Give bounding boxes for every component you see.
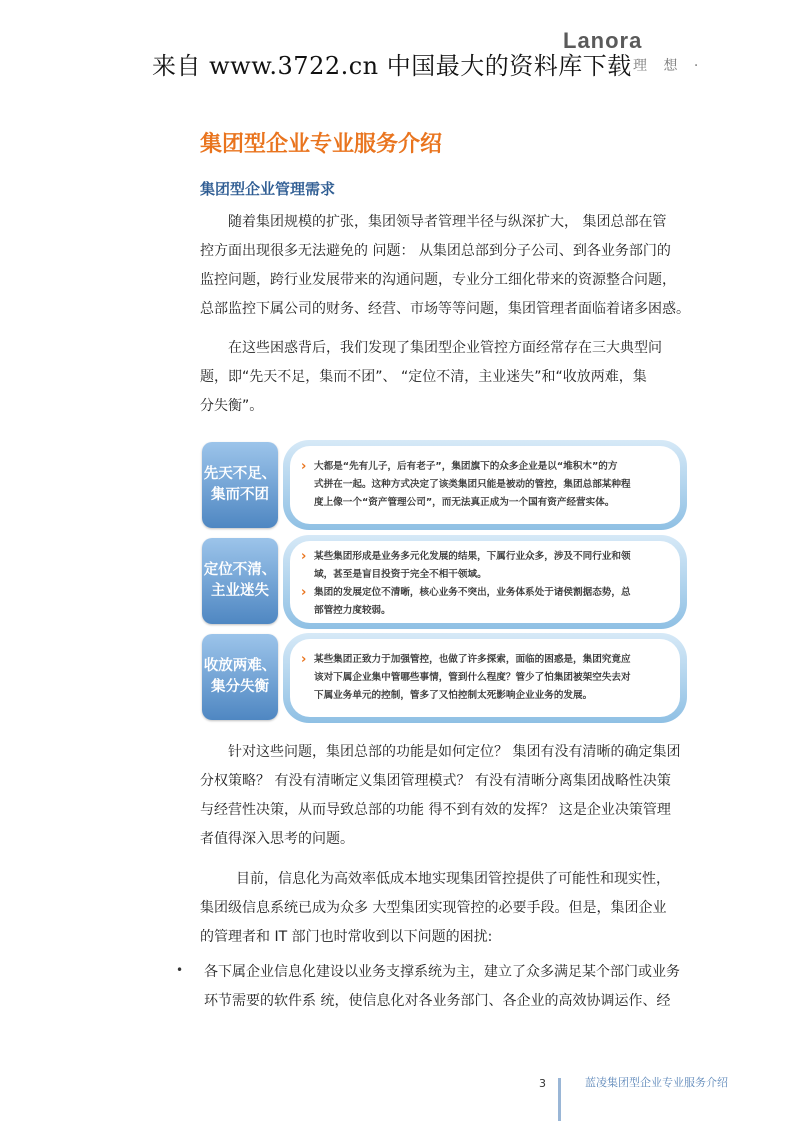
bullet-line: › 某些集团正致力于加强管控，也做了许多探索，面临的困惑是，集团究竟应 — [314, 654, 631, 665]
problem-bullet — [304, 458, 670, 512]
label-line: 集分失衡 — [211, 679, 269, 695]
paragraph-line: 监控问题，跨行业发展带来的沟通问题，专业分工细化带来的资源整合问题， — [200, 272, 676, 288]
list-bullet-icon: • — [176, 963, 184, 977]
footer-title: 蓝凌集团型企业专业服务介绍 — [585, 1076, 728, 1089]
page-number: 3 — [539, 1077, 546, 1090]
paragraph-line: 分失衡”。 — [200, 398, 264, 414]
bullet-line: › 大都是“先有儿子，后有老子”，集团旗下的众多企业是以“堆积木”的方 — [314, 461, 618, 472]
list-line: 环节需要的软件系 统，使信息化对各业务部门、各企业的高效协调运作、经 — [204, 993, 671, 1009]
bullet-line: 度上像一个“资产管理公司”，而无法真正成为一个国有资产经营实体。 — [314, 497, 615, 508]
problem-bullet — [304, 548, 670, 584]
logo-sub: 理 想 · — [633, 58, 705, 74]
paragraph-line: 总部监控下属公司的财务、经营、市场等等问题，集团管理者面临着诸多困惑。 — [200, 301, 690, 317]
paragraph-problems — [200, 334, 676, 421]
problem-bullet — [304, 651, 670, 705]
paragraph-line: 者值得深入思考的问题。 — [200, 831, 354, 847]
problem-label-2 — [202, 538, 278, 624]
problem-label-1 — [202, 442, 278, 528]
paragraph-line: 与经营性决策，从而导致总部的功能 得不到有效的发挥？ 这是企业决策管理 — [200, 802, 671, 818]
label-line: 收放两难、 — [203, 658, 277, 674]
paragraph-intro — [200, 208, 690, 324]
label-line: 主业迷失 — [211, 583, 269, 599]
paragraph-line: 控方面出现很多无法避免的 问题： 从集团总部到分子公司、到各业务部门的 — [200, 243, 671, 259]
bullet-line: 部管控力度较弱。 — [314, 605, 391, 616]
problem-bullet — [304, 584, 670, 620]
label-line: 定位不清、 — [203, 562, 277, 578]
paragraph-it — [200, 865, 676, 952]
bullet-line: 式拼在一起。这种方式决定了该类集团只能是被动的管控，集团总部某种程 — [314, 479, 631, 490]
watermark-header: 来自 www.3722.cn 中国最大的资料库下载 — [152, 52, 632, 80]
paragraph-line: 随着集团规模的扩张，集团领导者管理半径与纵深扩大， 集团总部在管 — [228, 214, 667, 230]
problem-box-2 — [283, 535, 687, 629]
label-line: 先天不足、 — [203, 466, 277, 482]
paragraph-line: 目前，信息化为高效率低成本地实现集团管控提供了可能性和现实性， — [236, 871, 670, 887]
problem-box-1 — [283, 440, 687, 530]
paragraph-line: 的管理者和 IT 部门也时常收到以下问题的困扰: — [200, 929, 493, 945]
list-line: 各下属企业信息化建设以业务支撑系统为主，建立了众多满足某个部门或业务 — [204, 964, 680, 980]
paragraph-questions — [200, 738, 681, 854]
company-logo — [563, 28, 733, 74]
paragraph-line: 针对这些问题，集团总部的功能是如何定位？ 集团有没有清晰的确定集团 — [228, 744, 681, 760]
problem-label-3 — [202, 634, 278, 720]
bullet-line: › 集团的发展定位不清晰，核心业务不突出，业务体系处于诸侯割据态势，总 — [314, 587, 631, 598]
bullet-line: › 某些集团形成是业务多元化发展的结果，下属行业众多，涉及不同行业和领 — [314, 551, 631, 562]
bullet-line: 域，甚至是盲目投资于完全不相干领域。 — [314, 569, 487, 580]
logo-brand: Lanora — [563, 28, 643, 53]
paragraph-line: 题，即“先天不足，集而不团”、 “定位不清，主业迷失”和“收放两难，集 — [200, 369, 647, 385]
label-line: 集而不团 — [211, 487, 269, 503]
page-title: 集团型企业专业服务介绍 — [200, 132, 443, 157]
paragraph-line: 集团级信息系统已成为众多 大型集团实现管控的必要手段。但是，集团企业 — [200, 900, 667, 916]
paragraph-line: 分权策略？ 有没有清晰定义集团管理模式？ 有没有清晰分离集团战略性决策 — [200, 773, 671, 789]
list-item — [204, 958, 684, 1016]
bullet-line: 该对下属企业集中管哪些事情，管到什么程度？管少了怕集团被架空失去对 — [314, 672, 631, 683]
footer-divider — [558, 1078, 561, 1121]
bullet-line: 下属业务单元的控制，管多了又怕控制太死影响企业业务的发展。 — [314, 690, 593, 701]
section-heading: 集团型企业管理需求 — [200, 180, 336, 198]
problem-box-3 — [283, 633, 687, 723]
paragraph-line: 在这些困惑背后，我们发现了集团型企业管控方面经常存在三大典型问 — [228, 340, 662, 356]
